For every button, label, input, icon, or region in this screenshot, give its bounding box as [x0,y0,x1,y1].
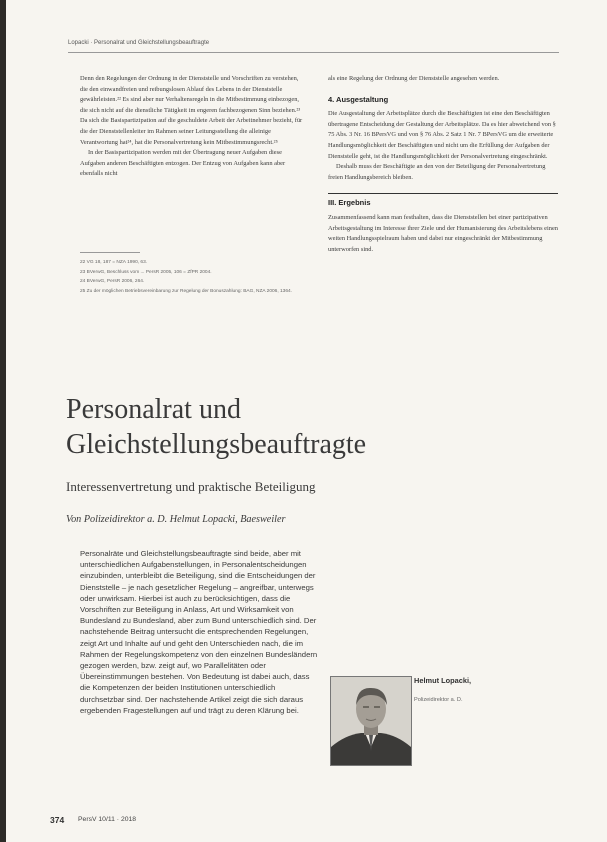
running-head: Lopacki · Personalrat und Gleichstellungsbeauftragte [68,40,210,46]
author-name: Helmut Lopacki, [414,676,472,685]
footnote: 25 Zu der möglichen Betriebsvereinbarung zur Regelung der Bonuszahlung: BAG, NZA 2006, 1364. [80,288,292,294]
left-column [80,74,305,180]
page-number: 374 [50,815,65,825]
article-body [80,548,505,776]
footnote-rule [80,252,140,253]
right-paragraph-3: Deshalb muss der Beschäftigte an den von der Beteiligung der Personalvertretung freien Handlungsbereich bleiben. [328,163,546,181]
article-abstract: Personalräte und Gleichstellungsbeauftragte sind beide, aber mit unterschiedlichen Aufgabenstellungen, in Personalentscheidungen einzubinden, unterbleibt die Beteiligung, sind die Entscheidungen der Dienststelle – je nach gesetzlicher Regelung – angreifbar, unterwegs oder unwirksam. Hierbei ist auch zu berücksichtigen, dass die Vorschriften zur Beteiligung in Anlass, Art und Wirksamkeit von Bundesland zu Bundesland, aber zum Bund unterschiedlich sind. Der nachstehende Beitrag untersucht die entsprechenden Regelungen, zeigt Art und Inhalte auf und geht den Unterschieden nach, die im Rahmen der Regelungskompetenz von den einzelnen Bundesländern gezogen werden, bzw. zeigt auf, wo Parallelitäten oder Übereinstimmungen bestehen. Von Bedeutung ist dabei auch, dass die Kompetenzen der beiden Institutionen unterschiedlich durchsetzbar sind. Der nachstehende Artikel zeigt die sich daraus ergebenden Fragestellungen auf und trägt zu deren Klärung bei. [80,549,318,715]
journal-citation: PersV 10/11 · 2018 [78,816,137,823]
scan-edge [0,0,6,842]
left-paragraph-2: In der Basispartizipation werden mit der Übertragung neuer Aufgaben diese Aufgaben anderen Beschäftigten entzogen. Der Entzug von Aufgaben kann aber ebenfalls nicht [80,149,286,178]
article-subtitle: Interessenvertretung und praktische Beteiligung [66,479,316,494]
article-byline: Von Polizeidirektor a. D. Helmut Lopacki, Baesweiler [66,514,286,525]
article-title-line-2: Gleichstellungsbeauftragte [66,429,367,460]
right-column [328,74,558,255]
author-photo [330,676,412,766]
author-role: Polizeidirektor a. D. [414,697,463,703]
footnote: 24 BVerwG, PersR 2006, 264. [80,279,145,284]
section-heading-ausgestaltung: 4. Ausgestaltung [328,94,389,104]
author-portrait-image [331,677,411,765]
footnote: 22 VG 18, 187 = NZA 1990, 63. [80,260,148,265]
footnote: 23 BVerwG, Beschluss vom ... PersR 2005, 106 = ZfPR 2004. [80,269,212,275]
section-heading-ergebnis: III. Ergebnis [328,193,558,209]
header-rule [68,52,559,53]
right-paragraph-4: Zusammenfassend kann man festhalten, dass die Dienststellen bei einer partizipativen Arbeitsgestaltung im Interesse ihrer Ziele und der Humanisierung des Arbeitslebens einen weiten Handlungsspielraum haben und dabei nur eingeschränkt der Mitbestimmung unterworfen sind. [328,213,558,253]
footnotes [80,258,310,296]
left-paragraph-1: Denn den Regelungen der Ordnung in der Dienststelle und Vorschriften zu verstehen, die den einwandfreien und reibungslosen Ablauf des Lebens in der Dienststelle gewährleisten.²² Es sind aber nur Verhaltensregeln in die Mitbestimmung einbezogen, die sich nicht auf die dienstliche Tätigkeit im engeren fachbezogenen Sinn beziehen.²³ Da sich die Basispartizipation auf die geschuldete Arbeit der Arbeitnehmer bezieht, für die der Dienststellenleiter im Rahmen seiner Leitungsstellung die alleinige Verantwortung hat²⁴, hat die Personalvertretung kein Mitbestimmungsrecht.²⁵ [80,75,303,146]
article-title-line-1: Personalrat und [66,394,241,425]
article-title [66,392,366,462]
right-paragraph-1: als eine Regelung der Ordnung der Dienststelle angesehen werden. [328,75,500,82]
right-paragraph-2: Die Ausgestaltung der Arbeitsplätze durch die Beschäftigten ist eine den Beschäftigten übertragene Entscheidung der Gestaltung der Arbeitsplätze. Da es hier abweichend von § 75 Abs. 3 Nr. 16 BPersVG und von § 76 Abs. 2 Satz 1 Nr. 7 BPersVG um die erweiterte Handlungsmöglichkeit der Beschäftigten und nicht um die Erfüllung der Aufgaben der Dienststelle geht, ist die Handlungsmöglichkeit der Personalvertretung eingeschränkt. [328,110,556,160]
